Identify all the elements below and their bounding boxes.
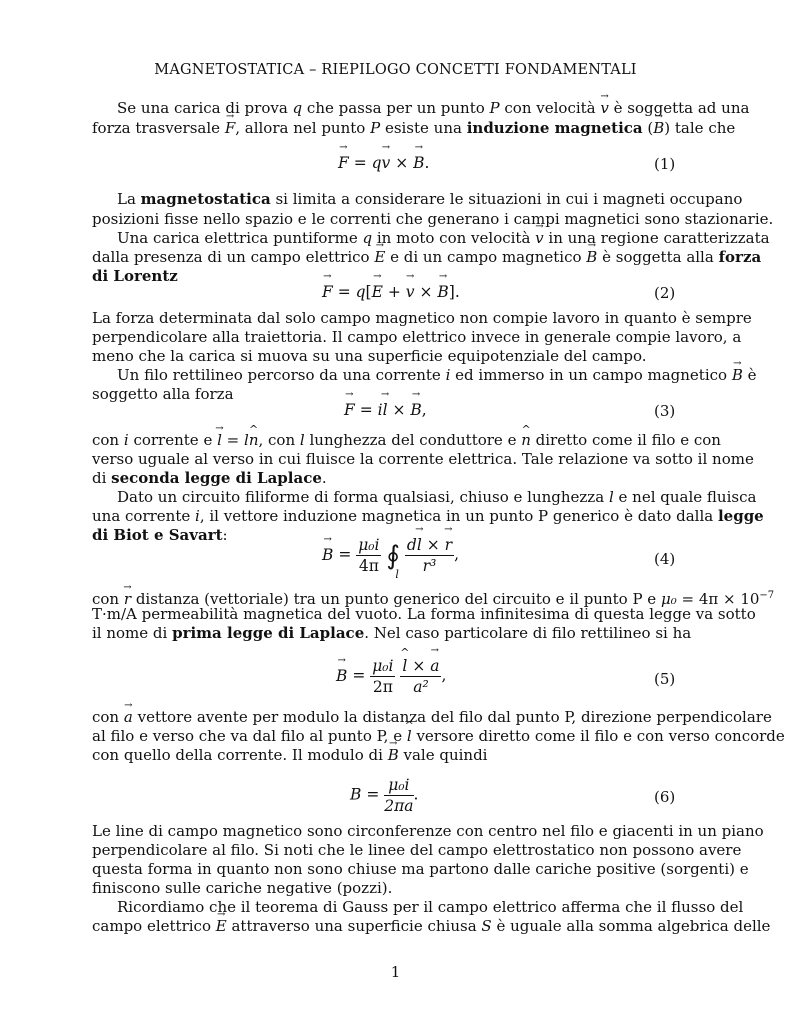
paragraph-7-line-1: Dato un circuito filiforme di forma qualsiasi, chiuso e lunghezza l e nel quale fluisca: [117, 488, 757, 506]
equation-6: B = $\frac{\text{μ₀i}}{2\pi a}$ .: [350, 776, 419, 815]
equation-5: → B = $\frac{\text{μ₀i}}{2\pi}$ ^ $\frac{l \times \to a}{\text{a²}}$ ,: [336, 657, 446, 696]
paragraph-6-line-3: di seconda legge di Laplace.: [92, 469, 327, 487]
paragraph-10-line-3: questa forma in quanto non sono chiuse ma partono dalle cariche positive (sorgenti) e: [92, 860, 749, 878]
paragraph-4-line-3: meno che la carica si muova su una superficie equipotenziale del campo.: [92, 347, 647, 365]
paragraph-3-line-3: di Lorentz: [92, 267, 178, 285]
equation-3-number: (3): [654, 402, 676, 420]
equation-6-number: (6): [654, 788, 676, 806]
paragraph-11-line-2: campo elettrico → E attraverso una superficie chiusa S è uguale alla somma algebrica delle: [92, 917, 770, 936]
equation-2-number: (2): [654, 284, 676, 302]
paragraph-10-line-1: Le line di campo magnetico sono circonferenze con centro nel filo e giacenti in un piano: [92, 822, 764, 840]
equation-6-fraction: $\frac{\text{μ₀i}}{2\pi a}$: [384, 776, 414, 815]
paragraph-2-line-2: posizioni fisse nello spazio e le correnti che generano i campi magnetici sono stazionarie.: [92, 210, 774, 228]
paragraph-5-line-1: Un filo rettilineo percorso da una corrente i ed immerso in un campo magnetico → B è: [117, 366, 757, 385]
paragraph-2-line-1: La magnetostatica si limita a considerare le situazioni in cui i magneti occupano: [117, 190, 743, 208]
paragraph-3-line-1: Una carica elettrica puntiforme q in moto con velocità → v in una regione caratterizzata: [117, 229, 770, 248]
equation-4-number: (4): [654, 550, 676, 568]
paragraph-9-line-3: con quello della corrente. Il modulo di → B vale quindi: [92, 746, 487, 765]
equation-4-fraction-2: $\frac{d\to l \times \to r}{\text{r³}}$: [405, 536, 454, 575]
equation-1: → F = q→ v × → B.: [338, 154, 429, 172]
page-title: MAGNETOSTATICA – RIEPILOGO CONCETTI FONDAMENTALI: [154, 62, 637, 78]
equation-1-number: (1): [654, 155, 676, 173]
equation-5-number: (5): [654, 670, 676, 688]
paragraph-4-line-2: perpendicolare alla traiettoria. Il campo elettrico invece in generale compie lavoro, a: [92, 328, 742, 346]
paragraph-7-line-3: di Biot e Savart:: [92, 526, 228, 544]
equation-5-fraction-2: ^ $\frac{l \times \to a}{\text{a²}}$: [400, 657, 441, 696]
paragraph-5-line-2: soggetto alla forza: [92, 385, 234, 403]
page-number: 1: [390, 963, 401, 981]
paragraph-6-line-2: verso uguale al verso in cui fluisce la corrente elettrica. Tale relazione va sotto il nome: [92, 450, 754, 468]
paragraph-1-line-1: Se una carica di prova q che passa per un punto P con velocità → v è soggetta ad una: [117, 99, 749, 118]
equation-5-fraction-1: $\frac{\text{μ₀i}}{2\pi}$: [372, 657, 394, 696]
paragraph-10-line-2: perpendicolare al filo. Si noti che le linee del campo elettrostatico non possono avere: [92, 841, 742, 859]
paragraph-8-line-1: con → r distanza (vettoriale) tra un punto generico del circuito e il punto P e $\mu_0 = 4\pi \times 10^{-7}$: [92, 586, 774, 609]
paragraph-7-line-2: una corrente i, il vettore induzione magnetica in un punto P generico è dato dalla legge: [92, 507, 764, 525]
equation-3: → F = i→ l × → B,: [344, 401, 427, 419]
equation-4-fraction-1: $\frac{\text{μ₀i}}{4\pi}$: [358, 536, 380, 575]
paragraph-3-line-2: dalla presenza di un campo elettrico → E e di un campo magnetico → B è soggetta alla forza: [92, 248, 761, 267]
paragraph-11-line-1: Ricordiamo che il teorema di Gauss per il campo elettrico afferma che il flusso del: [117, 898, 744, 916]
equation-4: → B = $\frac{\text{μ₀i}}{4\pi}$ ∮ l $\frac{d\to l \times \to r}{\text{r³}}$ ,: [322, 536, 459, 575]
paragraph-4-line-1: La forza determinata dal solo campo magnetico non compie lavoro in quanto è sempre: [92, 309, 752, 327]
paragraph-9-line-1: con → a vettore avente per modulo la distanza del filo dal punto P, direzione perpendicolare: [92, 708, 772, 727]
paragraph-9-line-2: al filo e verso che va dal filo al punto P, e ^ l versore diretto come il filo e con verso concorde: [92, 727, 785, 746]
paragraph-10-line-4: finiscono sulle cariche negative (pozzi).: [92, 879, 393, 897]
equation-2: → F = q[→ E + → v × → B].: [322, 283, 460, 301]
contour-integral-symbol: ∮ l: [386, 540, 400, 581]
paragraph-6-line-1: con i corrente e → l = l^ n, con l lunghezza del conduttore e ^ n diretto come il filo e con: [92, 431, 721, 450]
paragraph-8-line-3: il nome di prima legge di Laplace. Nel caso particolare di filo rettilineo si ha: [92, 624, 692, 642]
paragraph-8-line-2: T·m/A permeabilità magnetica del vuoto. La forma infinitesima di questa legge va sotto: [92, 605, 756, 623]
paragraph-1-line-2: forza trasversale → F, allora nel punto P esiste una induzione magnetica (→ B) tale che: [92, 119, 735, 138]
